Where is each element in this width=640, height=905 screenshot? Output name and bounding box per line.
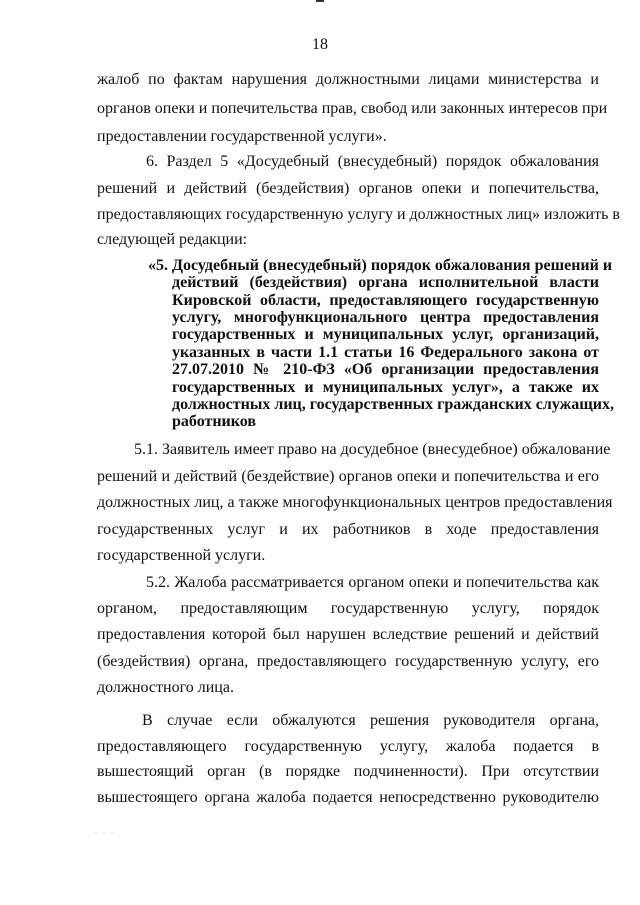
text-line: 5.2. Жалоба рассматривается органом опеки и попечительства как [146, 574, 599, 591]
section-heading-line: действий (бездействия) органа исполнительной власти [172, 274, 599, 291]
text-line: вышестоящего органа жалоба подается непосредственно руководителю [97, 789, 599, 806]
text-line: государственной услуги. [97, 547, 266, 564]
section-heading-line: «5. Досудебный (внесудебный) порядок обжалования решений и [148, 257, 613, 274]
text-line: жалоб по фактам нарушения должностными лицами министерства и [97, 71, 599, 88]
text-line: 5.1. Заявитель имеет право на досудебное (внесудебное) обжалование [134, 441, 611, 458]
text-line: органов опеки и попечительства прав, свобод или законных интересов при [97, 100, 608, 117]
page-number: 18 [312, 36, 328, 53]
text-line: органом, предоставляющим государственную услугу, порядок [97, 600, 599, 617]
text-line: (бездействия) органа, предоставляющего государственную услугу, его [97, 653, 599, 670]
text-line: государственных услуг и их работников в ходе предоставления [97, 521, 599, 538]
text-line: должностного лица. [97, 679, 234, 696]
section-heading-line: 27.07.2010 № 210-ФЗ «Об организации предоставления [172, 361, 599, 378]
text-line: предоставляющих государственную услугу и должностных лиц» изложить в [97, 206, 620, 223]
section-heading-line: Кировской области, предоставляющего государственную [172, 292, 599, 309]
section-heading-line: услугу, многофункционального центра предоставления [172, 309, 599, 326]
text-line: предоставления которой был нарушен вследствие решений и действий [97, 626, 599, 643]
text-line: следующей редакции: [97, 231, 248, 248]
section-heading-line: государственных и муниципальных услуг, организаций, [172, 326, 599, 343]
section-heading-line: указанных в части 1.1 статьи 16 Федерального закона от [172, 344, 599, 361]
text-line: предоставлении государственной услуги». [97, 128, 387, 145]
text-line: 6. Раздел 5 «Досудебный (внесудебный) порядок обжалования [146, 153, 599, 170]
top-mark [316, 0, 324, 2]
text-line: В случае если обжалуются решения руководителя органа, [142, 712, 599, 729]
section-heading-line: должностных лиц, государственных гражданских служащих, [172, 396, 614, 413]
text-line: предоставляющего государственную услугу, жалоба подается в [97, 738, 599, 755]
text-line: вышестоящий орган (в порядке подчиненности). При отсутствии [97, 763, 599, 780]
section-heading-line: работников [172, 413, 257, 430]
text-line: решений и действий (бездействие) органов опеки и попечительства и его [97, 468, 599, 485]
text-line: должностных лиц, а также многофункциональных центров предоставления [97, 494, 613, 511]
section-heading-line: государственных и муниципальных услуг», а также их [172, 379, 599, 396]
scan-artifact: . . . [95, 826, 115, 835]
text-line: решений и действий (бездействия) органов опеки и попечительства, [97, 180, 599, 197]
